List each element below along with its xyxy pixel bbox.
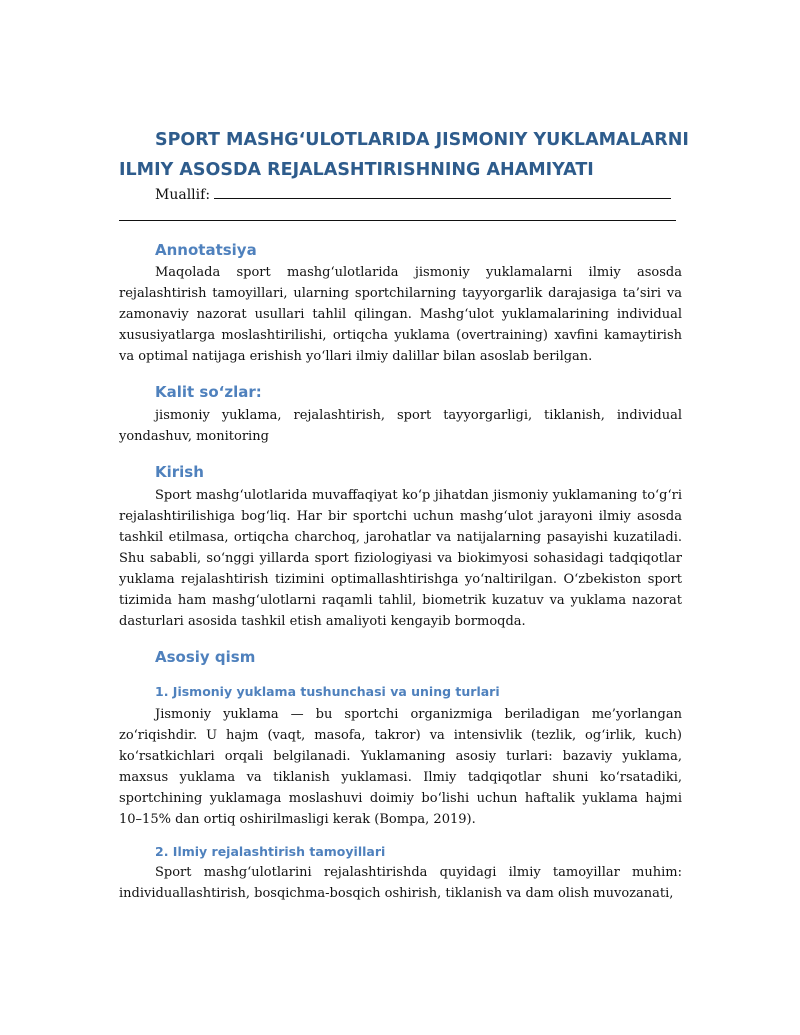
- author-continuation-line: [119, 220, 676, 221]
- title-line-2: ILMIY ASOSDA REJALASHTIRISHNING AHAMIYATI: [119, 160, 594, 180]
- subsection-2-text: Sport mashg‘ulotlarini rejalashtirishda quyidagi ilmiy tamoyillar muhim: individuallashtirish, bosqichma-bosqich oshirish, tiklanish va dam olish muvozanati,: [119, 865, 682, 901]
- main-heading: Asosiy qism: [155, 648, 256, 666]
- author-blank-line: [214, 184, 671, 199]
- title-line-1: SPORT MASHG‘ULOTLARIDA JISMONIY YUKLAMALARNI: [155, 130, 689, 150]
- document-title: [119, 125, 689, 185]
- author-label: Muallif:: [155, 187, 211, 203]
- subsection-2-heading: 2. Ilmiy rejalashtirish tamoyillari: [155, 844, 386, 859]
- subsection-1-text: Jismoniy yuklama — bu sportchi organizmiga beriladigan me’yorlangan zo‘riqishdir. U hajm (vaqt, masofa, takror) va intensivlik (tezlik, og‘irlik, kuch) ko‘rsatkichlari orqali belgilanadi. Yuklamaning asosiy turlari: bazaviy yuklama, maxsus yuklama va tiklanish yuklamasi. Ilmiy tadqiqotlar shuni ko‘rsatadiki, sportchining yuklamaga moslashuvi doimiy bo‘lishi uchun haftalik yuklama hajmi 10–15% dan ortiq oshirilmasligi kerak (Bompa, 2019).: [119, 707, 682, 827]
- annotation-text: Maqolada sport mashg‘ulotlarida jismoniy yuklamalarni ilmiy asosda rejalashtirish tamoyillari, ularning sportchilarning tayyorgarlik darajasiga ta’siri va zamonaviy nazorat usullari tahlil qilingan. Mashg‘ulot yuklamalarining individual xususiyatlarga moslashtirilishi, ortiqcha yuklama (overtraining) xavfini kamaytirish va optimal natijaga erishish yo‘llari ilmiy dalillar bilan asoslab berilgan.: [119, 265, 682, 364]
- author-field: [155, 184, 671, 205]
- keywords-heading: Kalit so‘zlar:: [155, 383, 262, 401]
- annotation-heading: Annotatsiya: [155, 241, 257, 259]
- keywords-text: jismoniy yuklama, rejalashtirish, sport tayyorgarligi, tiklanish, individual yondashuv, monitoring: [119, 408, 682, 444]
- subsection-1-heading: 1. Jismoniy yuklama tushunchasi va uning turlari: [155, 684, 500, 699]
- intro-heading: Kirish: [155, 463, 204, 481]
- intro-text: Sport mashg‘ulotlarida muvaffaqiyat ko‘p jihatdan jismoniy yuklamaning to‘g‘ri rejalashtirilishiga bog‘liq. Har bir sportchi uchun mashg‘ulot jarayoni ilmiy asosda tashkil etilmasa, ortiqcha charchoq, jarohatlar va natijalarning pasayishi kuzatiladi. Shu sababli, so‘nggi yillarda sport fiziologiyasi va biokimyosi sohasidagi tadqiqotlar yuklama rejalashtirish tizimini optimallashtirishga yo‘naltirilgan. O‘zbekiston sport tizimida ham mashg‘ulotlarni raqamli tahlil, biometrik kuzatuv va yuklama nazorat dasturlari asosida tashkil etish amaliyoti kengayib bormoqda.: [119, 488, 682, 629]
